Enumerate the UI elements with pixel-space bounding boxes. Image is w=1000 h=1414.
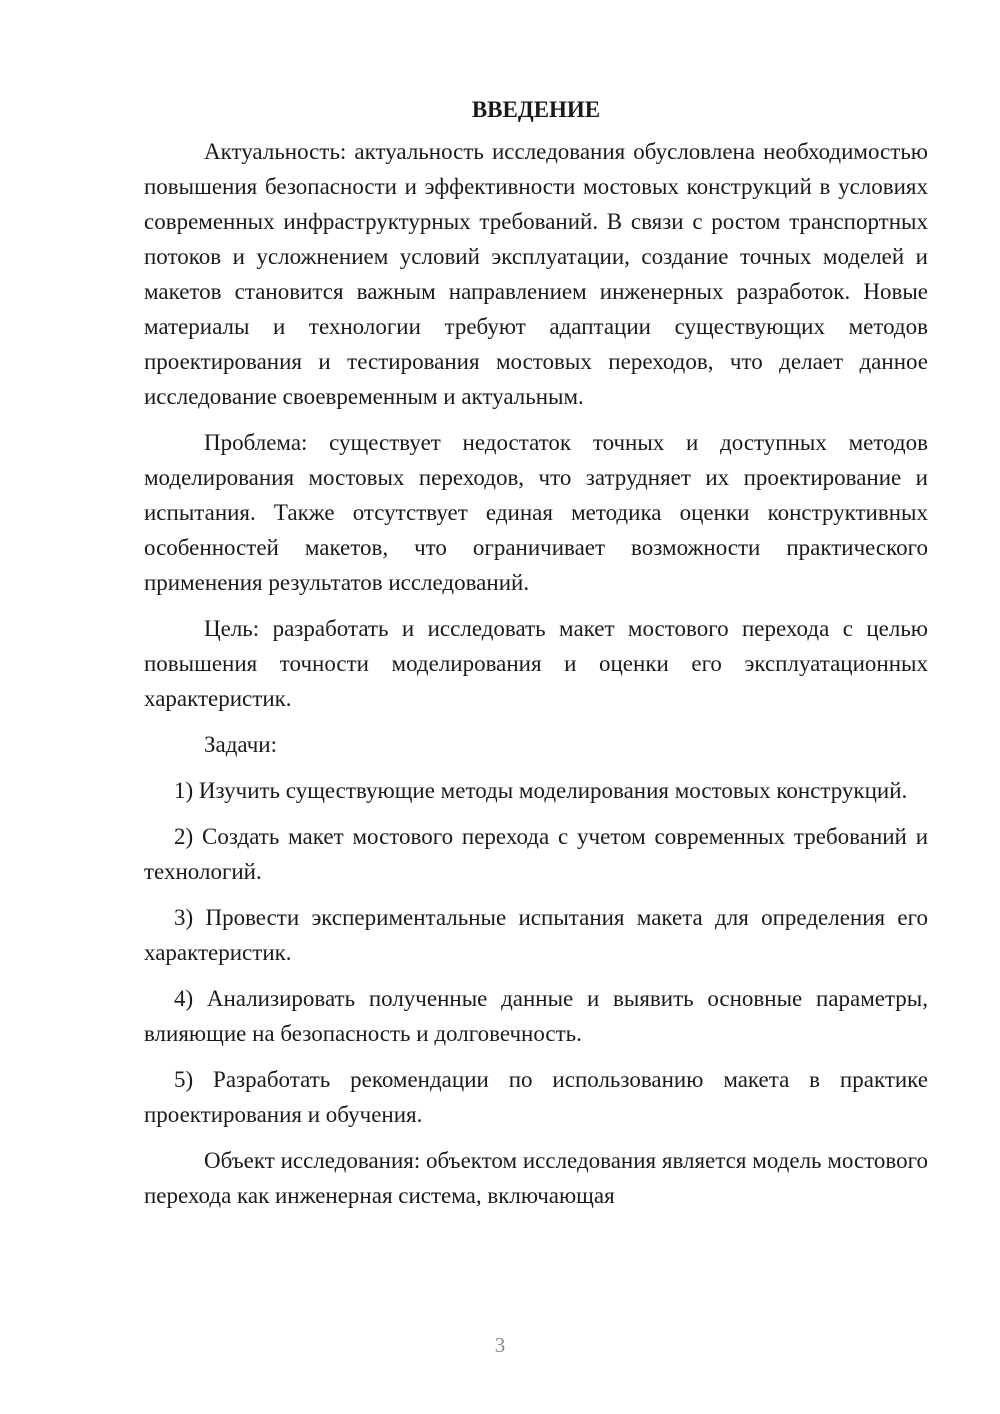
paragraph-relevance: Актуальность: актуальность исследования обусловлена необходимостью повышения безопасности и эффективности мостовых конструкций в условиях современных инфраструктурных требований. В связи с ростом транспортных потоков и усложнением условий эксплуатации, создание точных моделей и макетов становится важным направлением инженерных разработок. Новые материалы и технологии требуют адаптации существующих методов проектирования и тестирования мостовых переходов, что делает данное исследование своевременным и актуальным. bbox=[144, 139, 928, 409]
task-item-5: 5) Разработать рекомендации по использованию макета в практике проектирования и обучения. bbox=[144, 1067, 928, 1127]
paragraph-goal: Цель: разработать и исследовать макет мостового перехода с целью повышения точности моделирования и оценки его эксплуатационных характеристик. bbox=[144, 616, 928, 711]
task-item-2: 2) Создать макет мостового перехода с учетом современных требований и технологий. bbox=[144, 824, 928, 884]
paragraph-object: Объект исследования: объектом исследования является модель мостового перехода как инженерная система, включающая bbox=[144, 1148, 928, 1208]
document-page bbox=[144, 92, 928, 1224]
paragraph-problem: Проблема: существует недостаток точных и доступных методов моделирования мостовых переходов, что затрудняет их проектирование и испытания. Также отсутствует единая методика оценки конструктивных особенностей макетов, что ограничивает возможности практического применения результатов исследований. bbox=[144, 430, 928, 595]
task-item-1: 1) Изучить существующие методы моделирования мостовых конструкций. bbox=[174, 778, 908, 803]
task-item-3: 3) Провести экспериментальные испытания макета для определения его характеристик. bbox=[144, 905, 928, 965]
section-heading: ВВЕДЕНИЕ bbox=[471, 97, 601, 122]
tasks-label: Задачи: bbox=[204, 732, 277, 757]
page-number: 3 bbox=[494, 1333, 506, 1357]
task-item-4: 4) Анализировать полученные данные и выявить основные параметры, влияющие на безопасность и долговечность. bbox=[144, 986, 928, 1046]
